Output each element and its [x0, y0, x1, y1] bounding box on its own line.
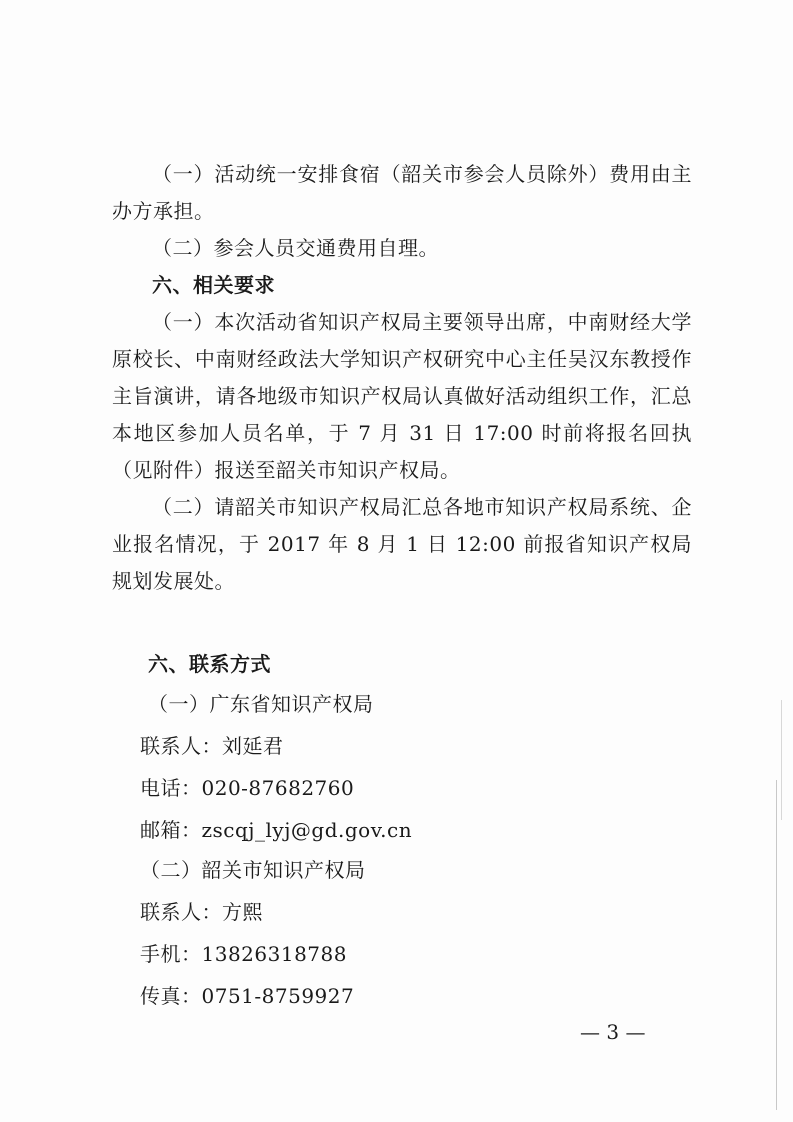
paragraph-accommodation: （一）活动统一安排食宿（韶关市参会人员除外）费用由主办方承担。 [112, 162, 692, 223]
contact-org1-email: 邮箱：zscqj_lyj@gd.gov.cn [140, 818, 413, 842]
paragraph-requirement-2: （二）请韶关市知识产权局汇总各地市知识产权局系统、企业报名情况，于 2017 年 8 月 1 日 12:00 前报省知识产权局规划发展处。 [112, 495, 692, 593]
paragraph-requirement-1: （一）本次活动省知识产权局主要领导出席，中南财经大学原校长、中南财经政法大学知识产权研究中心主任吴汉东教授作主旨演讲，请各地级市知识产权局认真做好活动组织工作，汇总本地区参加人员名单，于 7 月 31 日 17:00 时前将报名回执（见附件）报送至韶关市知识产权局。 [112, 310, 692, 482]
contact-org1-person: 联系人：刘延君 [140, 734, 284, 758]
contact-org2-name: （二）韶关市知识产权局 [140, 858, 366, 882]
scan-edge-mark [781, 700, 782, 820]
page-number: — 3 — [580, 1020, 646, 1044]
scan-edge-mark [776, 780, 777, 1110]
heading-requirements: 六、相关要求 [152, 273, 275, 297]
heading-contacts: 六、联系方式 [148, 652, 271, 676]
body-text-block [112, 156, 692, 600]
contact-org2-mobile: 手机：13826318788 [140, 942, 347, 966]
paragraph-transport: （二）参会人员交通费用自理。 [152, 236, 439, 260]
contact-org2-person: 联系人：方熙 [140, 900, 263, 924]
contact-org1-phone: 电话：020-87682760 [140, 776, 355, 800]
contact-org2-fax: 传真：0751-8759927 [140, 984, 355, 1008]
contact-org1-name: （一）广东省知识产权局 [148, 692, 374, 716]
